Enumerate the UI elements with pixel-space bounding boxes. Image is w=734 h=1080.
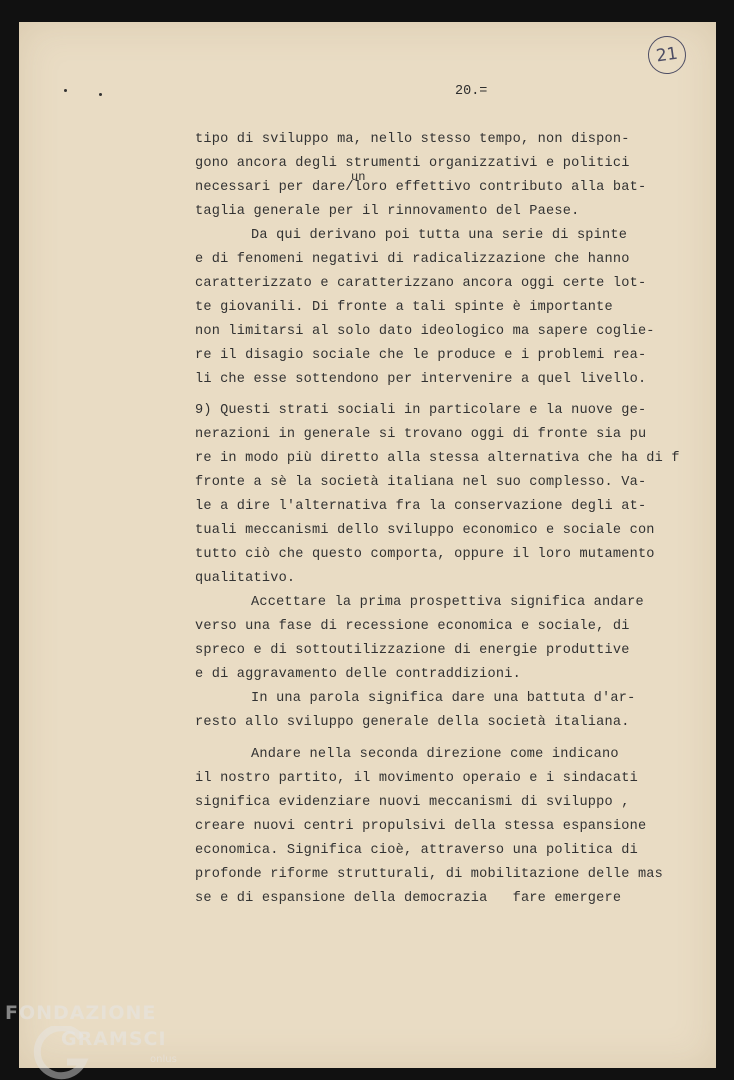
text-line: re il disagio sociale che le produce e i problemi rea- xyxy=(195,348,647,363)
text-line: re in modo più diretto alla stessa alternativa che ha di f xyxy=(195,451,680,466)
text-line: li che esse sottendono per intervenire a quel livello. xyxy=(195,372,647,387)
text-line: caratterizzato e caratterizzano ancora oggi certe lot- xyxy=(195,276,647,291)
text-line: necessari per dare/loro effettivo contributo alla bat- xyxy=(195,180,647,195)
text-line: tuali meccanismi dello sviluppo economico e sociale con xyxy=(195,523,655,538)
handwritten-insert: un xyxy=(351,170,366,184)
text-line: resto allo sviluppo generale della società italiana. xyxy=(195,715,630,730)
page-number: 20.= xyxy=(455,84,488,99)
watermark-line-3: onlus xyxy=(150,1054,177,1065)
text-line: 9) Questi strati sociali in particolare e la nuove ge- xyxy=(195,403,647,418)
text-line: creare nuovi centri propulsivi della stessa espansione xyxy=(195,819,647,834)
paper-speck xyxy=(99,93,102,96)
text-line: non limitarsi al solo dato ideologico ma sapere coglie- xyxy=(195,324,655,339)
text-line: verso una fase di recessione economica e sociale, di xyxy=(195,619,630,634)
text-line: spreco e di sottoutilizzazione di energie produttive xyxy=(195,643,630,658)
text-line: tutto ciò che questo comporta, oppure il loro mutamento xyxy=(195,547,655,562)
text-line: Accettare la prima prospettiva significa andare xyxy=(251,595,644,610)
text-line: tipo di sviluppo ma, nello stesso tempo, non dispon- xyxy=(195,132,630,147)
foundation-watermark xyxy=(5,1002,205,1080)
text-line: significa evidenziare nuovi meccanismi di sviluppo , xyxy=(195,795,630,810)
text-line: profonde riforme strutturali, di mobilitazione delle mas xyxy=(195,867,664,882)
text-line: Andare nella seconda direzione come indicano xyxy=(251,747,619,762)
archive-stamp-number: 21 xyxy=(646,34,689,77)
watermark-line-1: FONDAZIONE xyxy=(5,1002,157,1024)
text-line: e di aggravamento delle contraddizioni. xyxy=(195,667,521,682)
text-line: economica. Significa cioè, attraverso una politica di xyxy=(195,843,638,858)
text-line: In una parola significa dare una battuta d'ar- xyxy=(251,691,636,706)
text-line: Da qui derivano poi tutta una serie di spinte xyxy=(251,228,628,243)
text-line: taglia generale per il rinnovamento del Paese. xyxy=(195,204,580,219)
paper-speck xyxy=(64,89,67,92)
text-line: fronte a sè la società italiana nel suo complesso. Va- xyxy=(195,475,647,490)
text-line: le a dire l'alternativa fra la conservazione degli at- xyxy=(195,499,647,514)
text-line: nerazioni in generale si trovano oggi di fronte sia pu xyxy=(195,427,647,442)
text-line: qualitativo. xyxy=(195,571,296,586)
text-line: te giovanili. Di fronte a tali spinte è importante xyxy=(195,300,613,315)
document-page xyxy=(19,22,716,1068)
text-line: se e di espansione della democrazia fare emergere xyxy=(195,891,622,906)
watermark-line-2: GRAMSCI xyxy=(61,1028,167,1050)
text-line: il nostro partito, il movimento operaio e i sindacati xyxy=(195,771,638,786)
text-line: e di fenomeni negativi di radicalizzazione che hanno xyxy=(195,252,630,267)
text-line: gono ancora degli strumenti organizzativi e politici xyxy=(195,156,630,171)
